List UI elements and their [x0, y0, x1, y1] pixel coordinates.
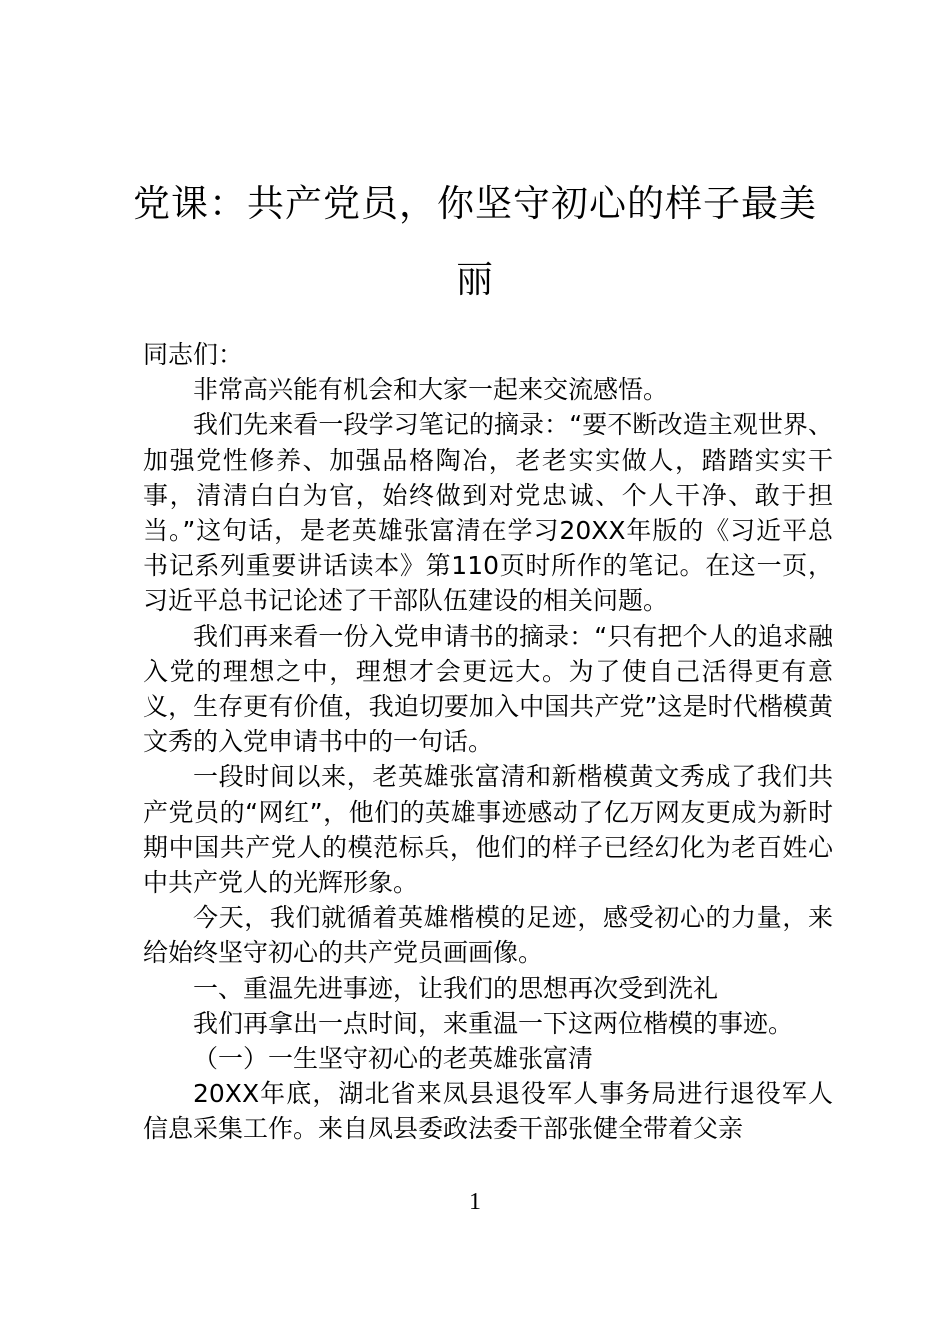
- paragraph: 一段时间以来，老英雄张富清和新楷模黄文秀成了我们共产党员的“网红”，他们的英雄事迹感动了亿万网友更成为新时期中国共产党人的模范标兵，他们的样子已经幻化为老百姓心中共产党人的光辉形象。: [143, 762, 833, 898]
- page-number: 1: [469, 1189, 481, 1215]
- subsection-heading: （一）一生坚守初心的老英雄张富清: [193, 1044, 594, 1074]
- paragraph: 今天，我们就循着英雄楷模的足迹，感受初心的力量，来给始终坚守初心的共产党员画画像。: [143, 903, 833, 968]
- paragraph: 我们再来看一份入党申请书的摘录：“只有把个人的追求融入党的理想之中，理想才会更远大。为了使自己活得更有意义，生存更有价值，我迫切要加入中国共产党”这是时代楷模黄文秀的入党申请书中的一句话。: [143, 621, 833, 757]
- paragraph: 非常高兴能有机会和大家一起来交流感悟。: [193, 375, 669, 405]
- document-body: [143, 337, 833, 1147]
- paragraph: 我们再拿出一点时间，来重温一下这两位楷模的事迹。: [193, 1008, 794, 1038]
- paragraph: 我们先来看一段学习笔记的摘录：“要不断改造主观世界、加强党性修养、加强品格陶冶，老老实实做人，踏踏实实干事，清清白白为官，始终做到对党忠诚、个人干净、敢于担当。”这句话，是老英雄张富清在学习20XX年版的《习近平总书记系列重要讲话读本》第110页时所作的笔记。在这一页，习近平总书记论述了干部队伍建设的相关问题。: [143, 410, 833, 616]
- document-title: 党课：共产党员，你坚守初心的样子最美丽: [133, 182, 817, 301]
- paragraph: 20XX年底，湖北省来凤县退役军人事务局进行退役军人信息采集工作。来自凤县委政法委干部张健全带着父亲: [143, 1079, 833, 1144]
- salutation: 同志们：: [143, 340, 244, 369]
- section-heading: 一、重温先进事迹，让我们的思想再次受到洗礼: [193, 973, 719, 1003]
